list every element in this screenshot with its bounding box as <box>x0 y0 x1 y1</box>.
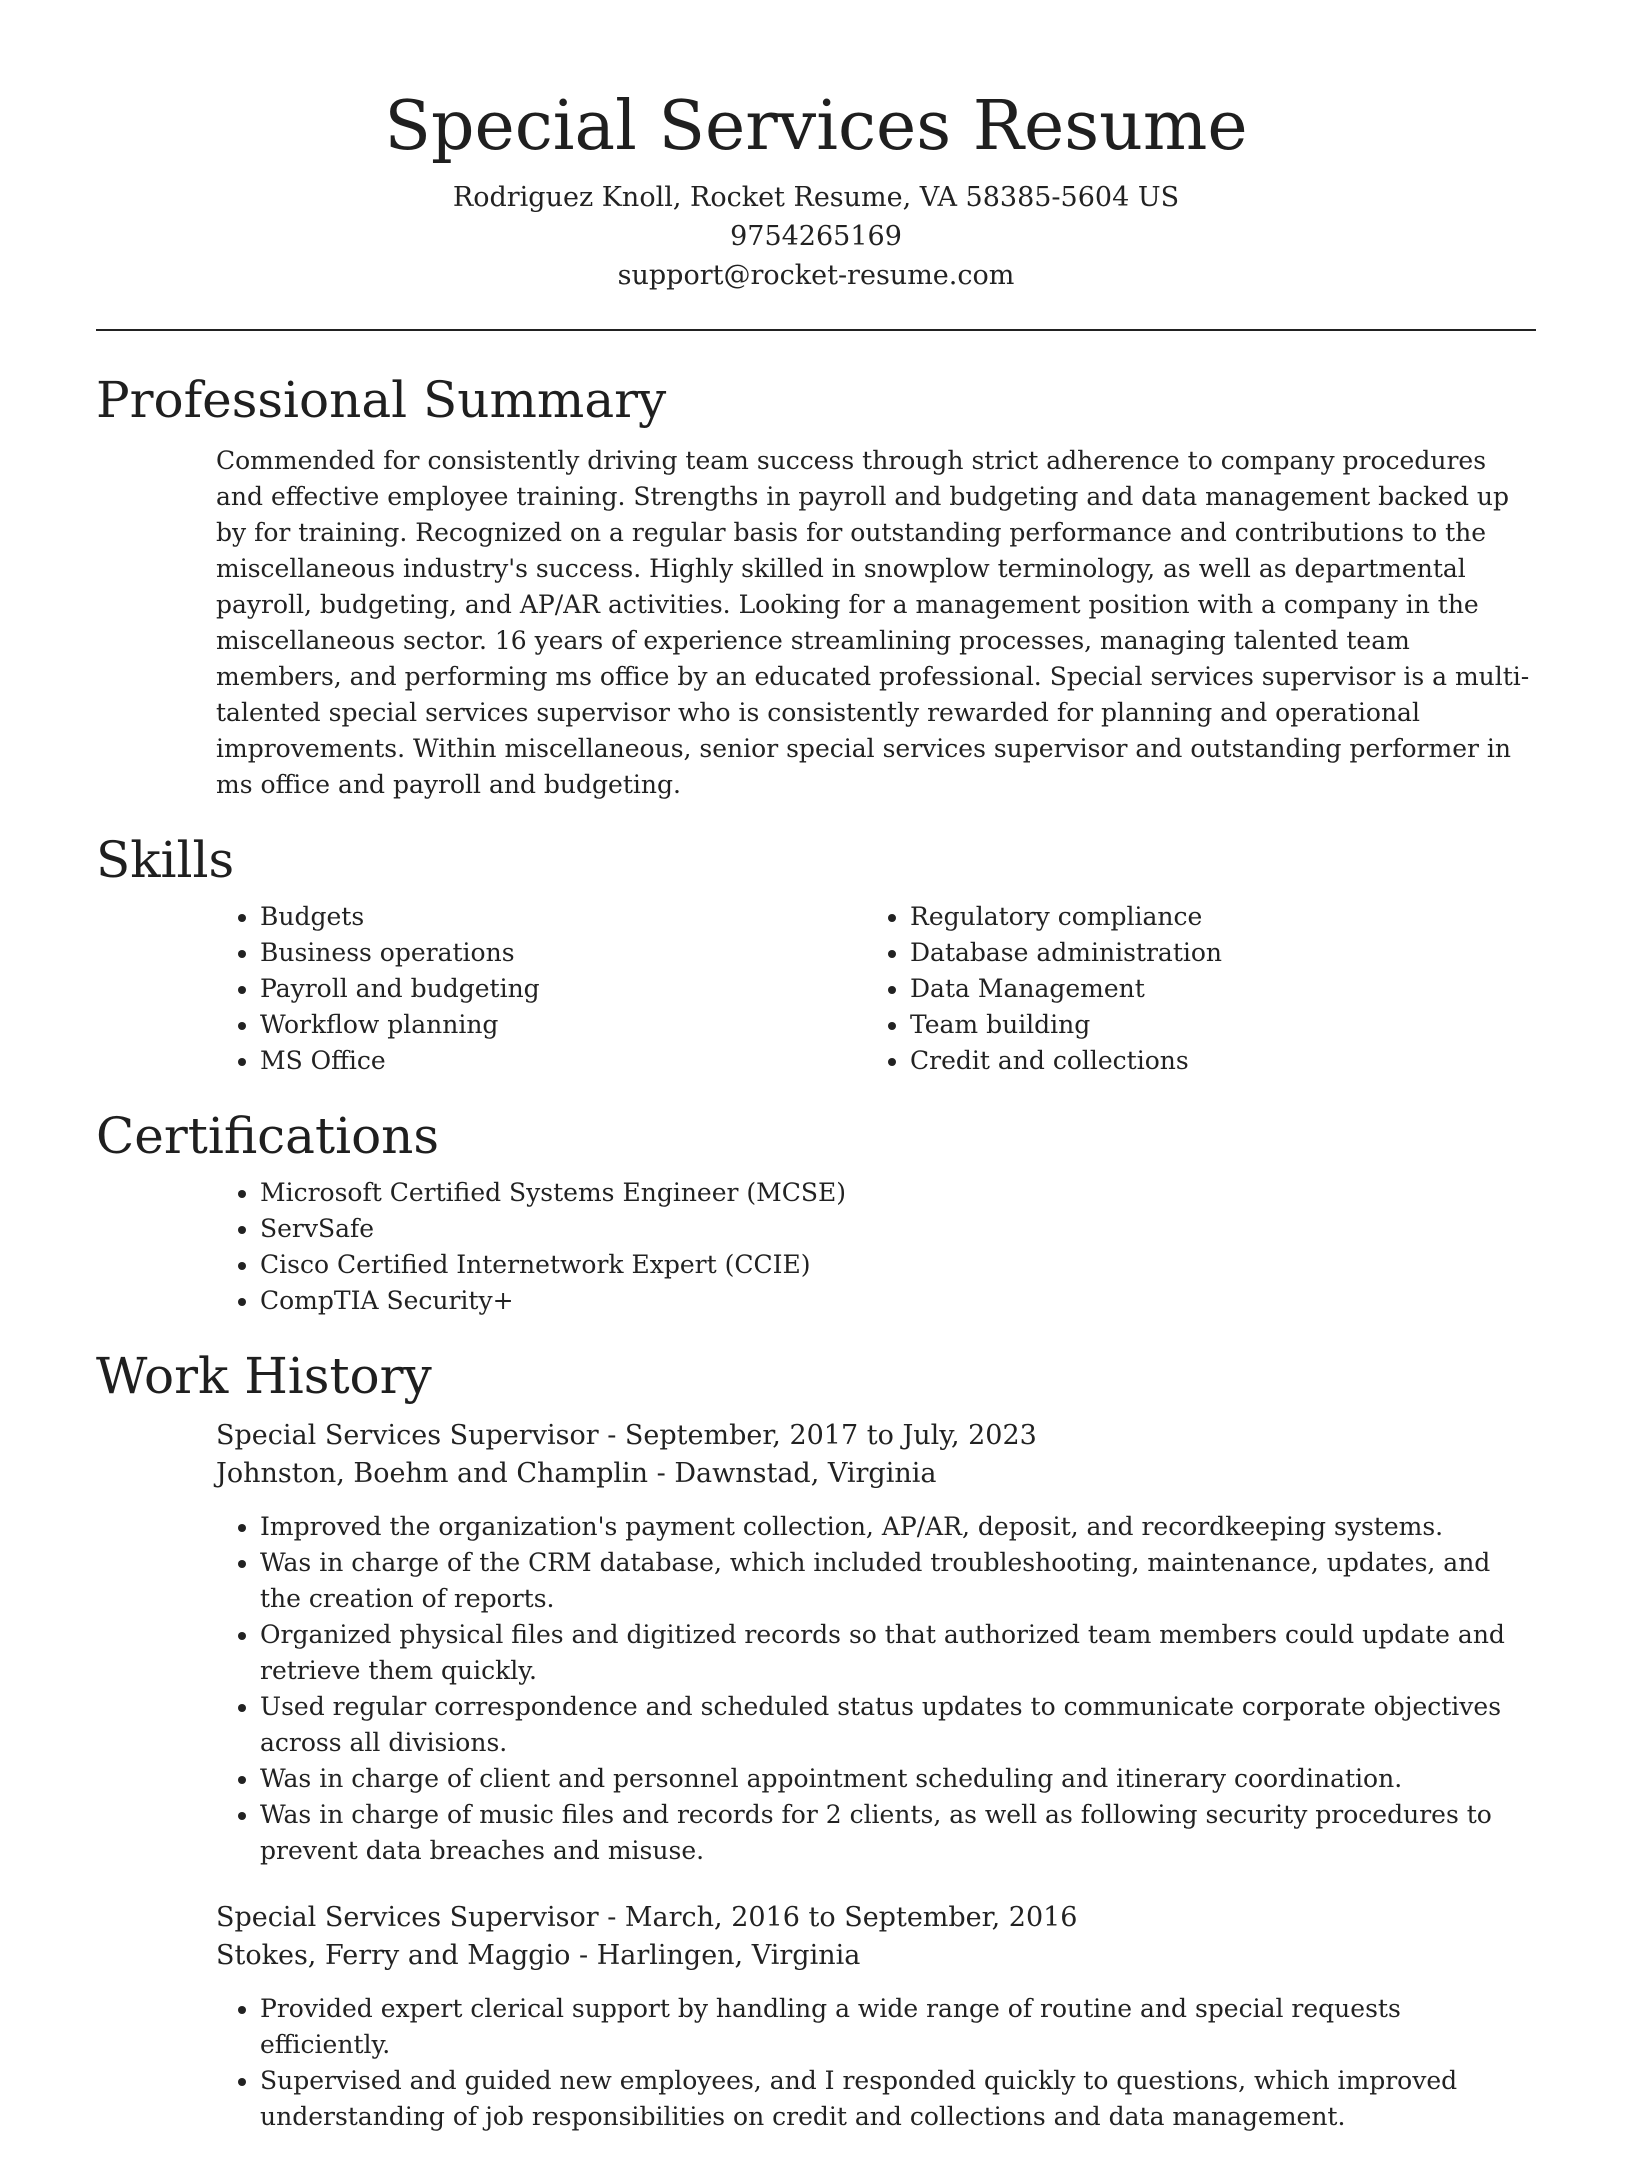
work-history-section <box>96 1345 1536 2135</box>
work-history-heading: Work History <box>96 1347 432 1405</box>
list-item: • Credit and collections <box>910 1043 1516 1079</box>
list-item: • Microsoft Certified Systems Engineer (MCSE) <box>260 1175 1536 1211</box>
certifications-section <box>96 1105 1536 1319</box>
job-entry <box>216 1417 1536 1869</box>
skills-list-left <box>216 899 866 1079</box>
skills-section <box>96 829 1536 1079</box>
list-item: • Supervised and guided new employees, and I responded quickly to questions, which improved understanding of job responsibilities on credit and collections and data management. <box>260 2063 1536 2135</box>
list-item: • Database administration <box>910 935 1516 971</box>
list-item: • Was in charge of music files and records for 2 clients, as well as following security procedures to prevent data breaches and misuse. <box>260 1797 1536 1869</box>
list-item: • Cisco Certified Internetwork Expert (CCIE) <box>260 1247 1536 1283</box>
list-item: • Workflow planning <box>260 1007 866 1043</box>
job-location: - Dawnstad, Virginia <box>648 1458 937 1489</box>
list-item: • CompTIA Security+ <box>260 1283 1536 1319</box>
resume-header <box>96 0 1536 295</box>
skills-heading: Skills <box>96 831 235 889</box>
contact-info <box>96 178 1536 295</box>
contact-email: support@rocket-resume.com <box>617 260 1015 291</box>
skills-list-right <box>866 899 1516 1079</box>
certifications-heading: Certifications <box>96 1107 440 1165</box>
summary-section <box>96 369 1536 803</box>
certifications-list <box>216 1175 1536 1319</box>
list-item: • Budgets <box>260 899 866 935</box>
resume-title: Special Services Resume <box>384 87 1248 166</box>
list-item: • Data Management <box>910 971 1516 1007</box>
contact-phone: 9754265169 <box>730 221 902 252</box>
job-title-line <box>216 1417 1536 1455</box>
job-location: - Harlingen, Virginia <box>570 1940 861 1971</box>
summary-heading: Professional Summary <box>96 371 667 429</box>
list-item: • MS Office <box>260 1043 866 1079</box>
list-item: • Was in charge of client and personnel appointment scheduling and itinerary coordination. <box>260 1761 1536 1797</box>
summary-text: Commended for consistently driving team success through strict adherence to company procedures and effective employee training. Strengths in payroll and budgeting and data management backed up by for training. Recognized on a regular basis for outstanding performance and contributions to the miscellaneous industry's success. Highly skilled in snowplow terminology, as well as departmental payroll, budgeting, and AP/AR activities. Looking for a management position with a company in the miscellaneous sector. 16 years of experience streamlining processes, managing talented team members, and performing ms office by an educated professional. Special services supervisor is a multi-talented special services supervisor who is consistently rewarded for planning and operational improvements. Within miscellaneous, senior special services supervisor and outstanding performer in ms office and payroll and budgeting. <box>216 446 1530 799</box>
list-item: • Payroll and budgeting <box>260 971 866 1007</box>
job-company-line <box>216 1455 1536 1493</box>
list-item: • Was in charge of the CRM database, which included troubleshooting, maintenance, updates, and the creation of reports. <box>260 1545 1536 1617</box>
skills-grid <box>216 899 1536 1079</box>
list-item: • Team building <box>910 1007 1516 1043</box>
list-item: • Improved the organization's payment collection, AP/AR, deposit, and recordkeeping systems. <box>260 1509 1536 1545</box>
job-role: Special Services Supervisor <box>216 1420 599 1451</box>
contact-address: Rodriguez Knoll, Rocket Resume, VA 58385-5604 US <box>452 182 1180 213</box>
job-company: Stokes, Ferry and Maggio <box>216 1940 571 1971</box>
job-bullets <box>216 1509 1536 1869</box>
job-company-line <box>216 1937 1536 1975</box>
summary-body <box>216 443 1536 803</box>
list-item: • Business operations <box>260 935 866 971</box>
job-entry <box>216 1899 1536 2135</box>
job-title-line <box>216 1899 1536 1937</box>
list-item: • Used regular correspondence and scheduled status updates to communicate corporate objectives across all divisions. <box>260 1689 1536 1761</box>
job-dates: - March, 2016 to September, 2016 <box>598 1902 1078 1933</box>
job-bullets <box>216 1991 1536 2135</box>
skills-column-left <box>216 899 866 1079</box>
job-company: Johnston, Boehm and Champlin <box>216 1458 649 1489</box>
header-divider <box>96 329 1536 331</box>
list-item: • Provided expert clerical support by handling a wide range of routine and special requests efficiently. <box>260 1991 1536 2063</box>
skills-column-right <box>866 899 1516 1079</box>
list-item: • Regulatory compliance <box>910 899 1516 935</box>
certifications-body <box>216 1175 1536 1319</box>
resume-page <box>96 0 1536 2165</box>
list-item: • ServSafe <box>260 1211 1536 1247</box>
job-role: Special Services Supervisor <box>216 1902 599 1933</box>
job-dates: - September, 2017 to July, 2023 <box>598 1420 1037 1451</box>
list-item: • Organized physical files and digitized records so that authorized team members could update and retrieve them quickly. <box>260 1617 1536 1689</box>
